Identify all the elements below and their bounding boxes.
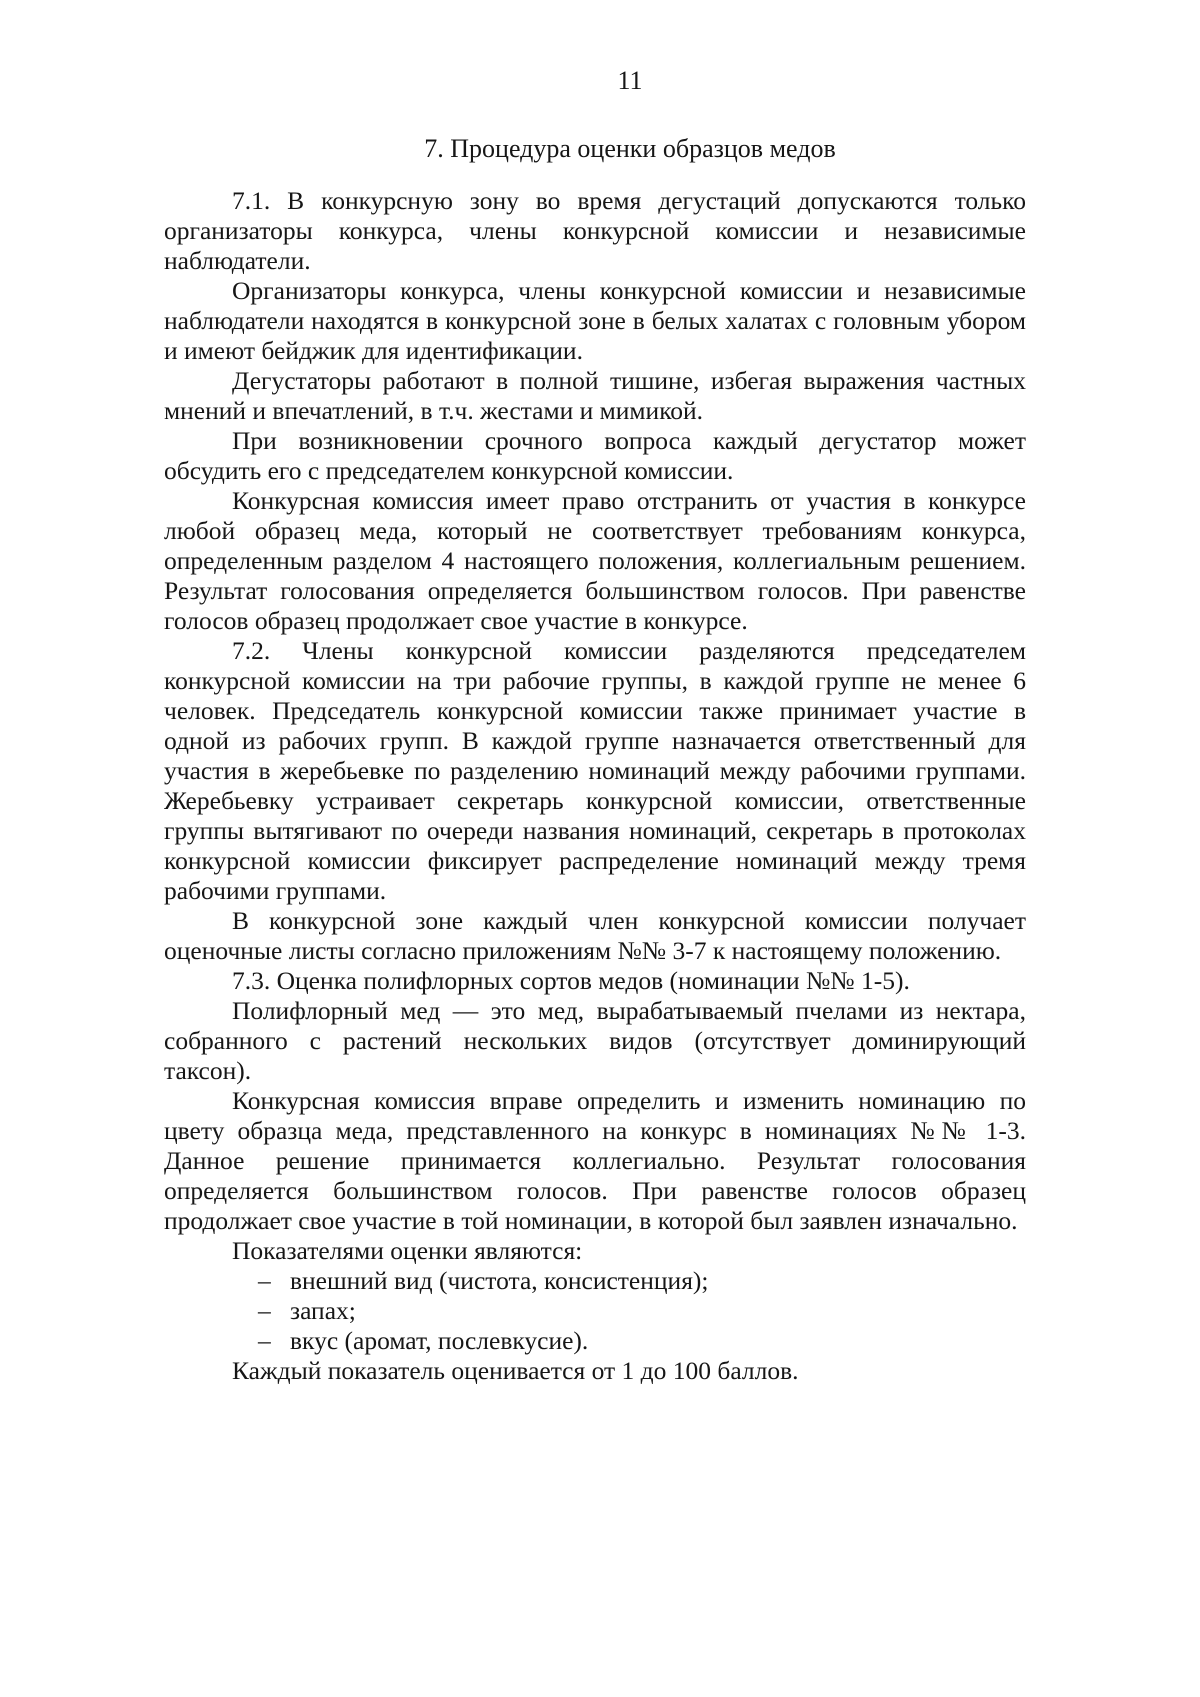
page-number: 11 <box>617 66 643 95</box>
indicators-intro: Показателями оценки являются: <box>232 1236 583 1265</box>
paragraph: Дегустаторы работают в полной тишине, избегая выражения частных мнений и впечатлений, в т.ч. жестами и мимикой. <box>164 366 1026 425</box>
paragraph-7-2: 7.2. Члены конкурсной комиссии разделяются председателем конкурсной комиссии на три рабочие группы, в каждой группе не менее 6 человек. Председатель конкурсной комиссии также принимает участие в одной из рабочих групп. В каждой группе назначается ответственный для участия в жеребьевке по разделению номинаций между рабочими группами. Жеребьевку устраивает секретарь конкурсной комиссии, ответственные группы вытягивают по очереди названия номинаций, секретарь в протоколах конкурсной комиссии фиксирует распределение номинаций между тремя рабочими группами. <box>164 636 1026 905</box>
paragraph-7-1: 7.1. В конкурсную зону во время дегустаций допускаются только организаторы конкурса, члены конкурсной комиссии и независимые наблюдатели. <box>164 186 1026 275</box>
paragraph: В конкурсной зоне каждый член конкурсной комиссии получает оценочные листы согласно приложениям №№ 3-7 к настоящему положению. <box>164 906 1026 965</box>
indicators-list <box>164 1266 1026 1356</box>
paragraph: Конкурсная комиссия вправе определить и изменить номинацию по цвету образца меда, представленного на конкурс в номинациях №№ 1-3. Данное решение принимается коллегиально. Результат голосования определяется большинством голосов. При равенстве голосов образец продолжает свое участие в той номинации, в которой был заявлен изначально. <box>164 1086 1026 1235</box>
paragraph: Полифлорный мед — это мед, вырабатываемый пчелами из нектара, собранного с растений нескольких видов (отсутствует доминирующий таксон). <box>164 996 1026 1085</box>
list-item: – внешний вид (чистота, консистенция); <box>258 1266 1026 1296</box>
closing-paragraph: Каждый показатель оценивается от 1 до 100 баллов. <box>232 1356 799 1385</box>
paragraph: Конкурсная комиссия имеет право отстранить от участия в конкурсе любой образец меда, который не соответствует требованиям конкурса, определенным разделом 4 настоящего положения, коллегиальным решением. Результат голосования определяется большинством голосов. При равенстве голосов образец продолжает свое участие в конкурсе. <box>164 486 1026 635</box>
paragraph-7-3: 7.3. Оценка полифлорных сортов медов (номинации №№ 1-5). <box>232 966 910 995</box>
paragraph: Организаторы конкурса, члены конкурсной комиссии и независимые наблюдатели находятся в конкурсной зоне в белых халатах с головным убором и имеют бейджик для идентификации. <box>164 276 1026 365</box>
document-body <box>164 186 1026 1386</box>
list-item: – запах; <box>258 1296 1026 1326</box>
list-item: – вкус (аромат, послевкусие). <box>258 1326 1026 1356</box>
paragraph: При возникновении срочного вопроса каждый дегустатор может обсудить его с председателем конкурсной комиссии. <box>164 426 1026 485</box>
section-title: 7. Процедура оценки образцов медов <box>424 134 836 163</box>
